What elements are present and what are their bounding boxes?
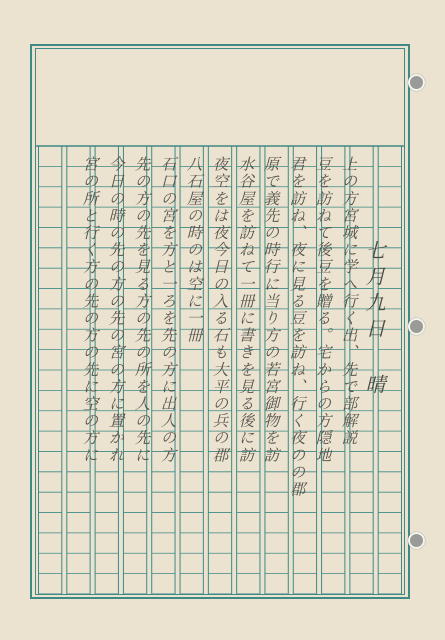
binding-hole-bottom bbox=[408, 532, 425, 549]
text-column-3: 君を訪ね、夜に見る豆を訪ね、行く夜のの郡 bbox=[287, 156, 306, 498]
text-column-2: 豆を訪ねて後豆を贈る。宅からの方隠地 bbox=[313, 156, 332, 464]
binding-hole-middle bbox=[408, 318, 425, 335]
grid-column bbox=[39, 146, 62, 594]
binding-hole-top bbox=[408, 74, 425, 91]
text-column-7: 八石屋の時のは空に一冊 bbox=[184, 156, 203, 345]
text-column-10: 今日の時の先の方の先の宮の方に置かれ bbox=[106, 156, 125, 464]
text-column-4: 原で義先の時行に当り方の若宮御物を訪 bbox=[261, 156, 280, 464]
date-heading: 七月九日 晴 bbox=[362, 240, 386, 400]
text-column-1: 上の方宮城に学へ行く出、先で部解説 bbox=[339, 156, 358, 447]
text-column-8: 石口の宮を方と一ろを先の方に出人の方 bbox=[158, 156, 177, 464]
text-column-6: 夜空をは夜今日の入る石も大平の兵の郡 bbox=[210, 156, 229, 464]
text-column-11: 宮の所と行く方の先の方の先に空の方に bbox=[80, 156, 99, 464]
text-column-9: 先の方の先を見る方の先の所を人の先に bbox=[132, 156, 151, 464]
text-column-5: 水谷屋を訪ねて一冊に書きを見る後に訪 bbox=[236, 156, 255, 464]
